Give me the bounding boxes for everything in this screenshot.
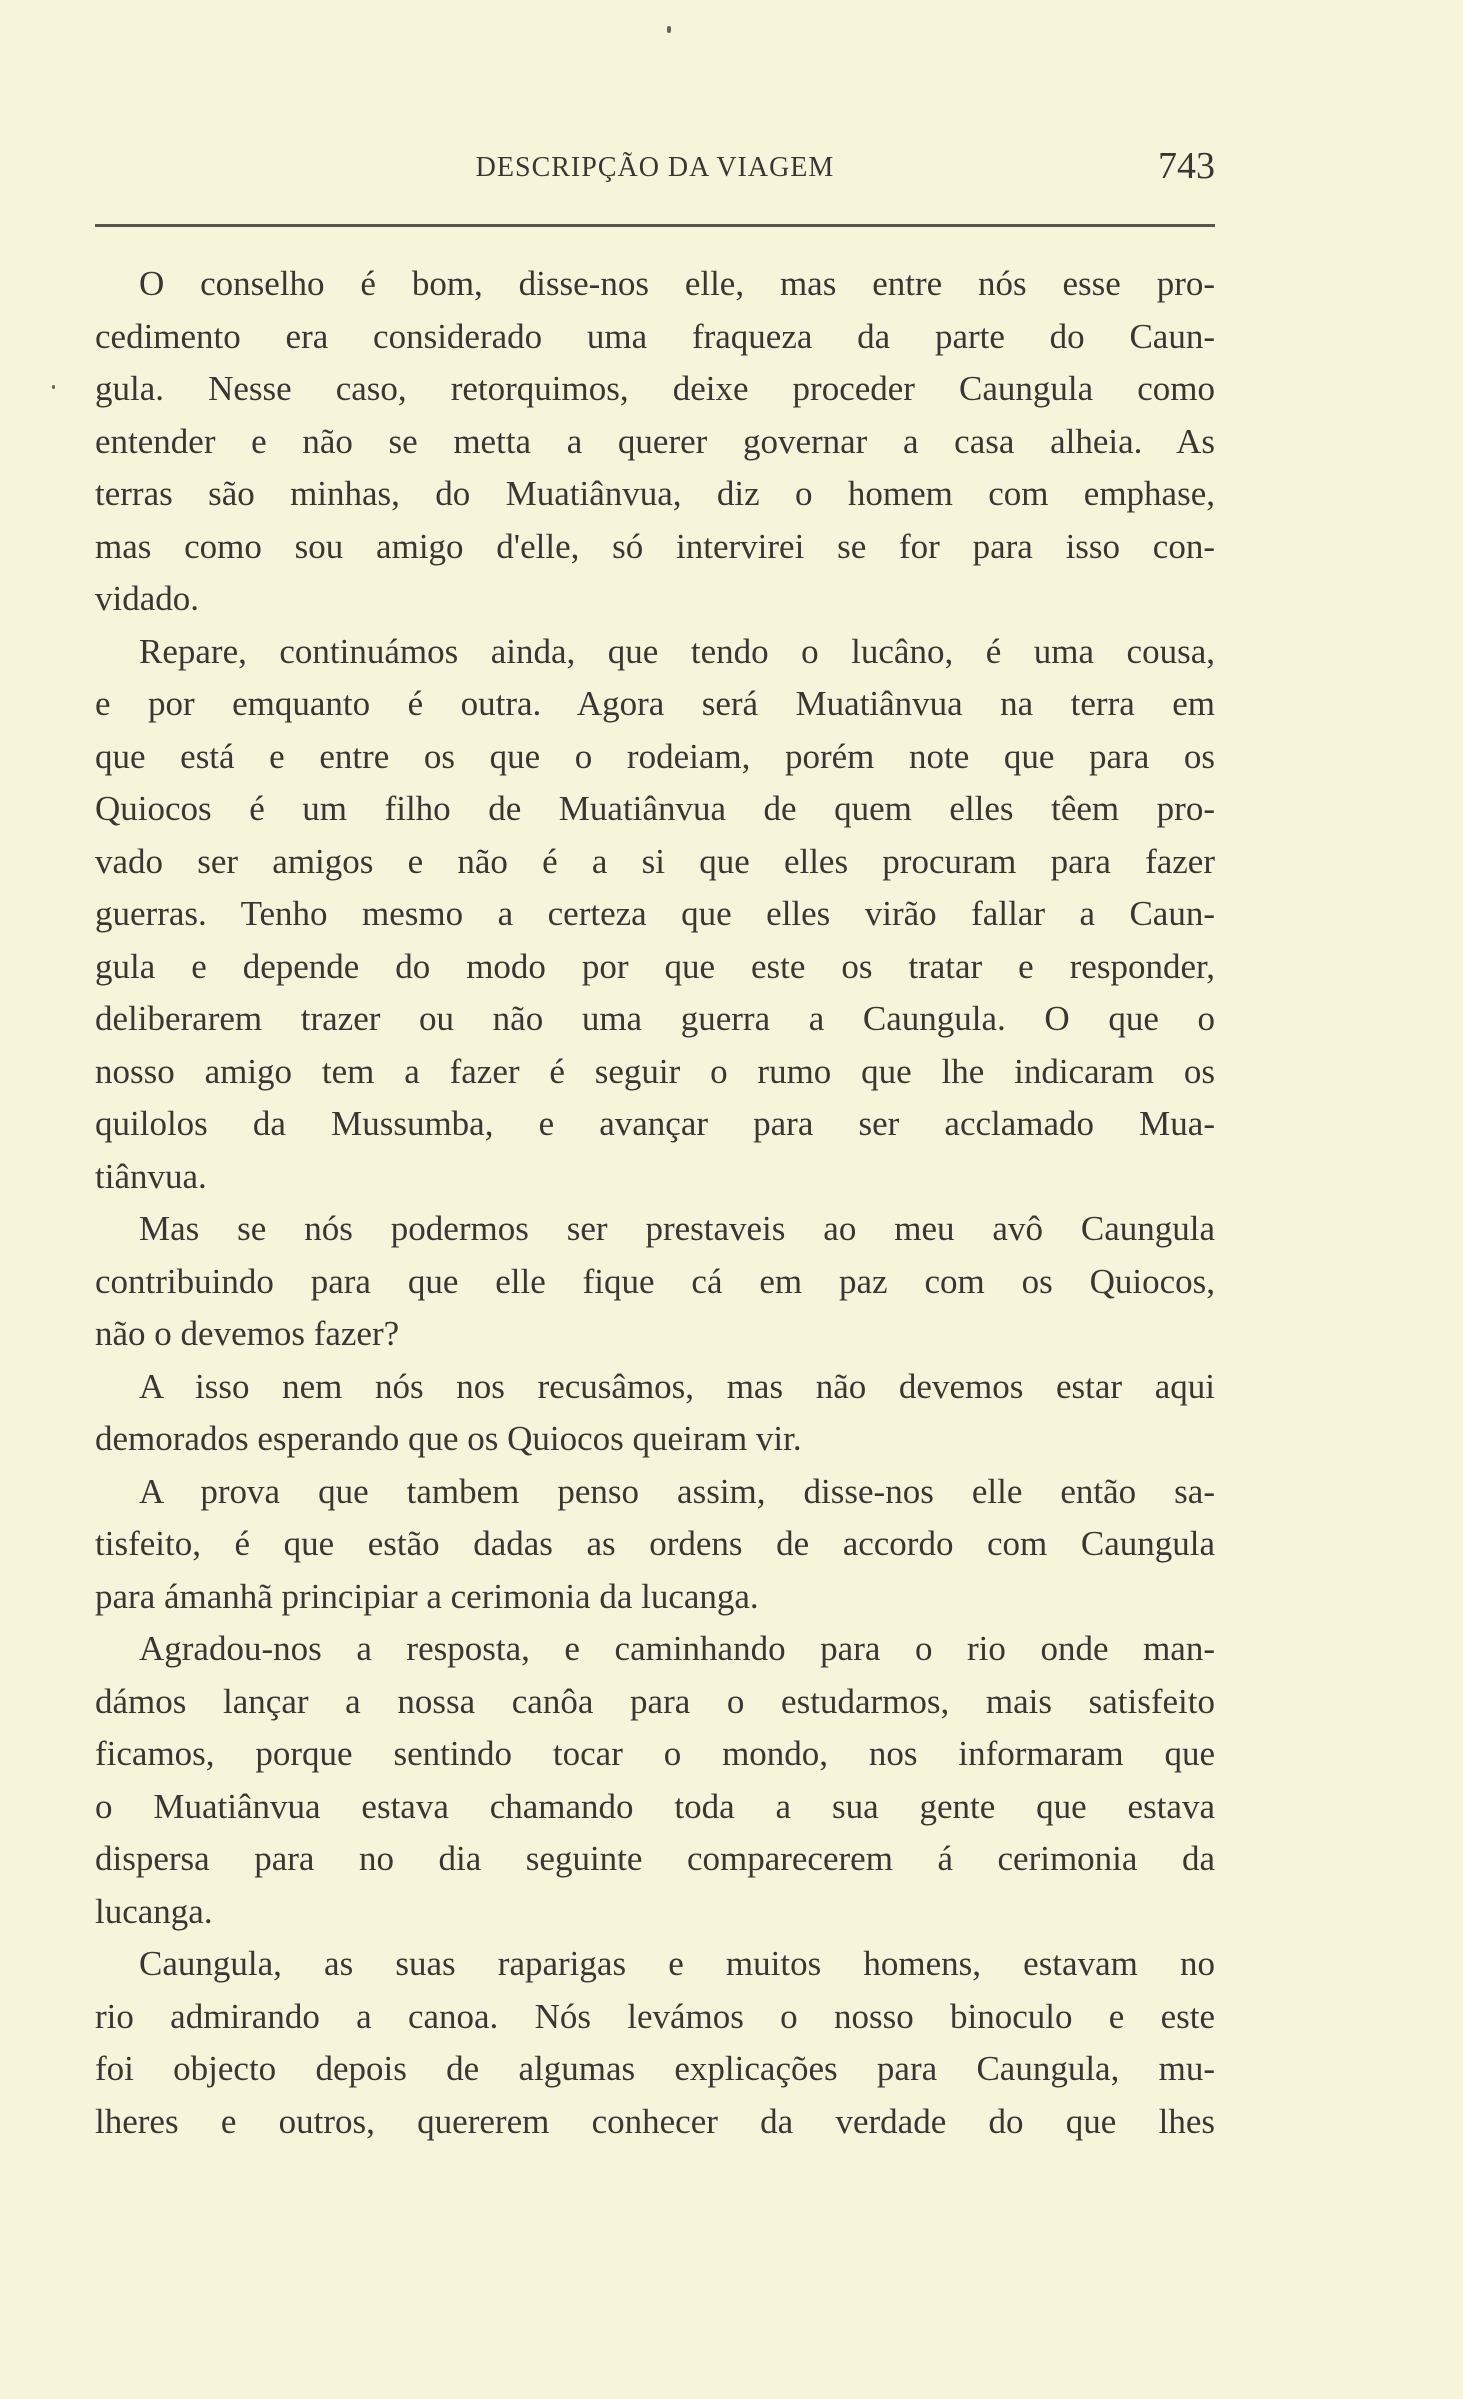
text-line: que está e entre os que o rodeiam, porém note que para os (95, 736, 1215, 776)
ink-speck (52, 385, 55, 389)
body-text (95, 258, 1215, 2148)
text-line: lucanga. (95, 1891, 213, 1931)
text-line: Repare, continuámos ainda, que tendo o lucâno, é uma cousa, (139, 631, 1215, 671)
text-line: e por emquanto é outra. Agora será Muatiânvua na terra em (95, 684, 1215, 723)
text-line: vado ser amigos e não é a si que elles procuram para fazer (95, 841, 1215, 881)
paragraph (95, 258, 1215, 626)
text-line: para ámanhã principiar a cerimonia da lucanga. (95, 1576, 759, 1616)
text-line: lheres e outros, quererem conhecer da verdade do que lhes (95, 2101, 1215, 2141)
text-line: Caungula, as suas raparigas e muitos homens, estavam no (139, 1944, 1215, 1983)
text-line: tiânvua. (95, 1156, 207, 1196)
text-line: Agradou-nos a resposta, e caminhando para o rio onde man- (139, 1629, 1215, 1668)
text-line: dámos lançar a nossa canôa para o estudarmos, mais satisfeito (95, 1681, 1215, 1721)
text-line: não o devemos fazer? (95, 1314, 400, 1353)
text-line: gula. Nesse caso, retorquimos, deixe proceder Caungula como (95, 369, 1215, 408)
page-number: 743 (1158, 145, 1215, 187)
ink-speck (667, 26, 671, 33)
page-header (95, 145, 1215, 190)
text-line: A prova que tambem penso assim, disse-nos elle então sa- (139, 1471, 1215, 1511)
text-line: dispersa para no dia seguinte comparecerem á cerimonia da (95, 1839, 1215, 1878)
text-line: entender e não se metta a querer governar a casa alheia. As (95, 421, 1215, 461)
text-line: deliberarem trazer ou não uma guerra a Caungula. O que o (95, 999, 1215, 1038)
text-line: ficamos, porque sentindo tocar o mondo, nos informaram que (95, 1734, 1215, 1773)
text-line: rio admirando a canoa. Nós levámos o nosso binoculo e este (95, 1996, 1215, 2036)
paragraph (95, 1361, 1215, 1466)
text-line: demorados esperando que os Quiocos queiram vir. (95, 1419, 802, 1458)
text-line: terras são minhas, do Muatiânvua, diz o homem com emphase, (95, 474, 1215, 513)
paragraph (95, 1623, 1215, 1938)
text-line: Quiocos é um filho de Muatiânvua de quem elles têem pro- (95, 789, 1215, 828)
text-line: nosso amigo tem a fazer é seguir o rumo que lhe indicaram os (95, 1051, 1215, 1091)
text-line: contribuindo para que elle fique cá em paz com os Quiocos, (95, 1261, 1215, 1301)
text-line: cedimento era considerado uma fraqueza da parte do Caun- (95, 316, 1215, 356)
paragraph (95, 1938, 1215, 2148)
text-line: tisfeito, é que estão dadas as ordens de accordo com Caungula (95, 1524, 1215, 1563)
text-line: O conselho é bom, disse-nos elle, mas entre nós esse pro- (139, 264, 1215, 303)
text-line: Mas se nós podermos ser prestaveis ao meu avô Caungula (139, 1209, 1215, 1248)
paragraph (95, 1466, 1215, 1624)
text-line: gula e depende do modo por que este os tratar e responder, (95, 946, 1215, 986)
header-rule (95, 224, 1215, 227)
text-line: o Muatiânvua estava chamando toda a sua gente que estava (95, 1786, 1215, 1826)
text-line: vidado. (95, 579, 200, 618)
text-line: foi objecto depois de algumas explicações para Caungula, mu- (95, 2049, 1215, 2088)
paragraph (95, 626, 1215, 1204)
paragraph (95, 1203, 1215, 1361)
text-line: guerras. Tenho mesmo a certeza que elles virão fallar a Caun- (95, 894, 1215, 933)
text-line: mas como sou amigo d'elle, só intervirei se for para isso con- (95, 526, 1215, 566)
running-title: DESCRIPÇÃO DA VIAGEM (475, 152, 835, 183)
text-line: A isso nem nós nos recusâmos, mas não devemos estar aqui (139, 1366, 1215, 1406)
text-line: quilolos da Mussumba, e avançar para ser acclamado Mua- (95, 1104, 1215, 1143)
